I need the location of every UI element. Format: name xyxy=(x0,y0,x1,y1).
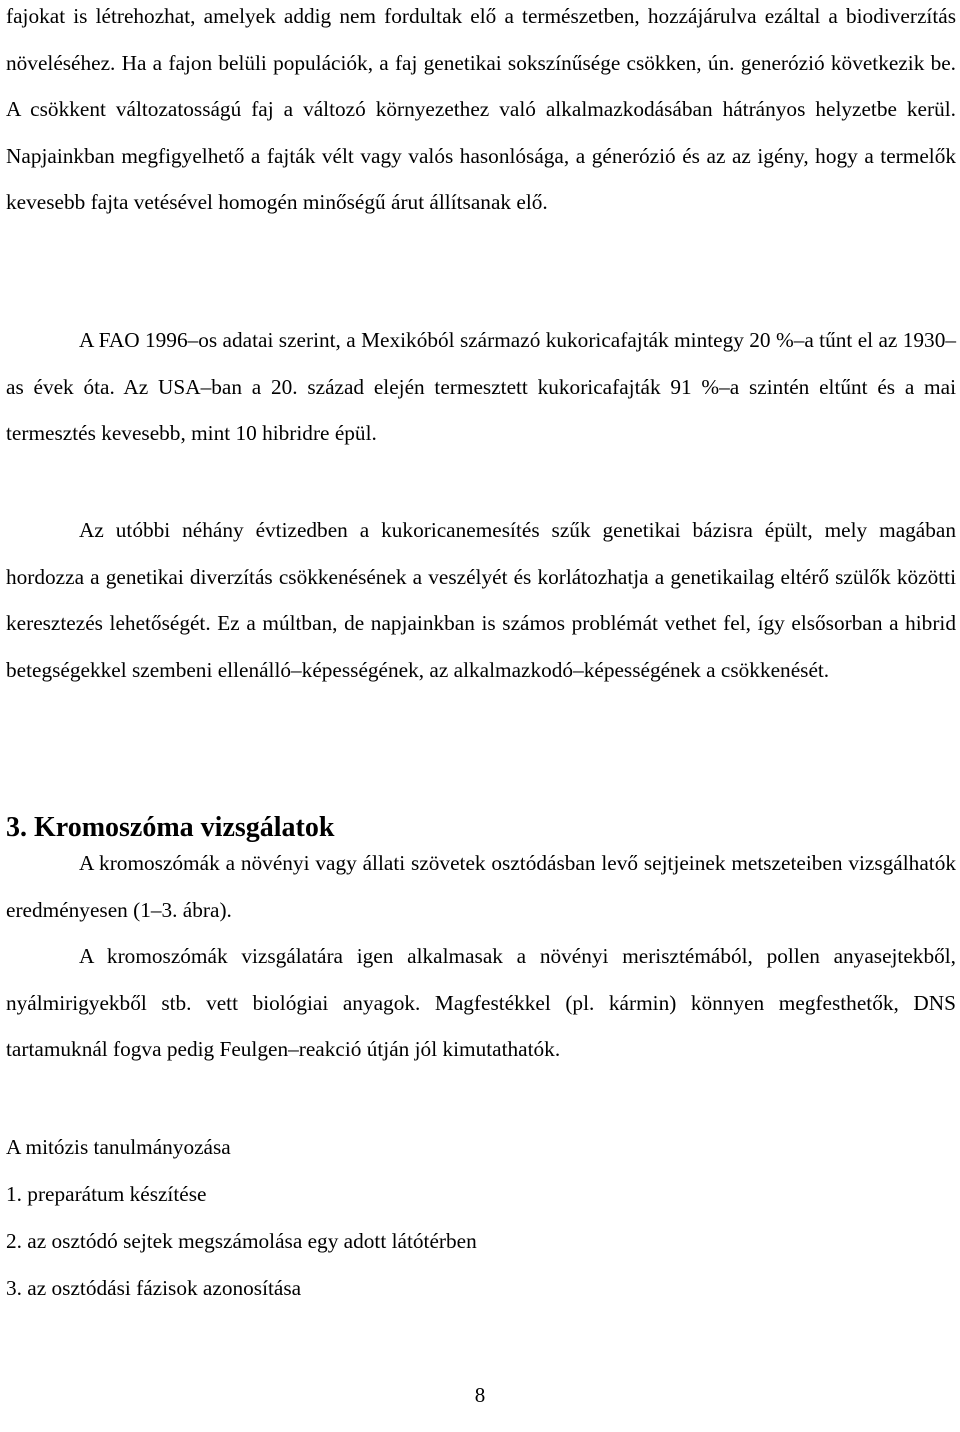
paragraph-biodiversity: fajokat is létrehozhat, amelyek addig nem fordultak elő a természetben, hozzájárulva ezáltal a biodiverzítás növeléséhez. Ha a fajon belüli populációk, a faj genetikai sokszínűsége csökken, ún. generózió következik be. A csökkent változatosságú faj a változó környezethez való alkalmazkodásában hátrányos helyzetbe kerül. Napjainkban megfigyelhető a fajták vélt vagy valós hasonlósága, a génerózió és az az igény, hogy a termelők kevesebb fajta vetésével homogén minőségű árut állítsanak elő. xyxy=(6,4,956,215)
paragraph-chromosome-intro: A kromoszómák a növényi vagy állati szövetek osztódásban levő sejtjeinek metszeteiben vizsgálhatók eredményesen (1–3. ábra). xyxy=(6,851,956,922)
list-item: 1. preparátum készítése xyxy=(6,1182,207,1206)
list-item: 2. az osztódó sejtek megszámolása egy adott látótérben xyxy=(6,1229,477,1253)
list-title: A mitózis tanulmányozása xyxy=(6,1135,231,1159)
paragraph-chromosome-methods: A kromoszómák vizsgálatára igen alkalmasak a növényi merisztémából, pollen anyasejtekből, nyálmirigyekből stb. vett biológiai anyagok. Magfestékkel (pl. kármin) könnyen megfesthetők, DNS tartamuknál fogva pedig Feulgen–reakció útján jól kimutathatók. xyxy=(6,944,956,1062)
list-item: 3. az osztódási fázisok azonosítása xyxy=(6,1276,302,1300)
page-number: 8 xyxy=(474,1383,486,1407)
paragraph-fao-data: A FAO 1996–os adatai szerint, a Mexikóból származó kukoricafajták mintegy 20 %–a tűnt el az 1930–as évek óta. Az USA–ban a 20. század elején termesztett kukoricafajták 91 %–a szintén eltűnt és a mai termesztés kevesebb, mint 10 hibridre épül. xyxy=(6,328,956,446)
section-heading: 3. Kromoszóma vizsgálatok xyxy=(6,812,335,843)
paragraph-maize-breeding: Az utóbbi néhány évtizedben a kukoricanemesítés szűk genetikai bázisra épült, mely magában hordozza a genetikai diverzítás csökkenésének a veszélyét és korlátozhatja a genetikailag eltérő szülők közötti keresztezés lehetőségét. Ez a múltban, de napjainkban is számos problémát vethet fel, így elsősorban a hibrid betegségekkel szembeni ellenálló–képességének, az alkalmazkodó–képességének a csökkenését. xyxy=(6,518,956,682)
